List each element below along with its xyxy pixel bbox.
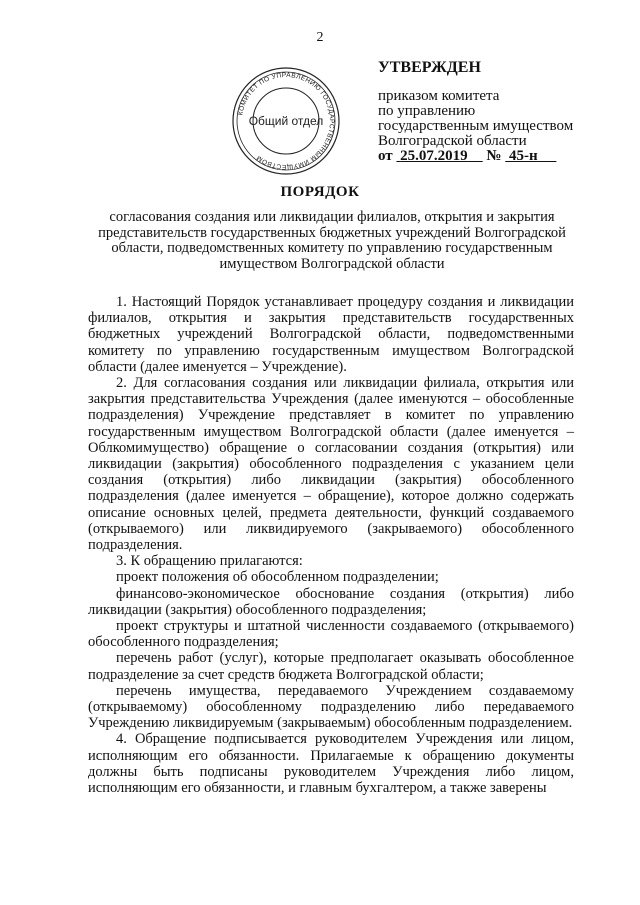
paragraph: 3. К обращению прилагаются: — [116, 553, 303, 570]
paragraph: 4. Обращение подписывается руководителем Учреждения или лицом, исполняющим его обязанности. Прилагаемые к обращению документы должны быть подписаны руководителем Учреждения либо лицом, исполняющим его обязанности, и главным бухгалтером, а также заверены — [88, 731, 574, 797]
paragraph: финансово-экономическое обоснование создания (открытия) либо ликвидации (закрытия) обособленного подразделения; — [88, 585, 574, 618]
stamp-center-text: Общий отдел — [248, 114, 324, 128]
approval-line: приказом комитета — [378, 88, 500, 104]
approval-line: по управлению — [378, 103, 476, 119]
page-number: 2 — [316, 30, 324, 45]
paragraph: проект структуры и штатной численности создаваемого (открываемого) обособленного подразделения; — [88, 618, 574, 651]
document-title: ПОРЯДОК — [280, 184, 360, 200]
office-stamp — [230, 65, 342, 177]
paragraph: проект положения об обособленном подразделении; — [116, 569, 439, 586]
approval-date-line — [378, 149, 608, 164]
approval-date: 25.07.2019 — [400, 148, 468, 164]
approval-line: Волгоградской области — [378, 133, 527, 149]
date-prefix: от — [378, 148, 393, 164]
paragraph: 2. Для согласования создания или ликвидации филиала, открытия или закрытия представительства Учреждения (далее именуются – обособленные подразделения) Учреждение представляет в комитет по управлению государственным имуществом Волгоградской области (далее именуется – Облкомимущество) обращение о согласовании создания (открытия) или ликвидации (закрытия) обособленного подразделения с указанием цели создания (открытия) либо ликвидации (закрытия) обособленного подразделения (далее именуется – обращение), которое должно содержать описание основных целей, предмета деятельности, функций создаваемого (открываемого) или ликвидируемого (закрываемого) обособленного подразделения. — [88, 375, 574, 554]
paragraph: перечень имущества, передаваемого Учреждением создаваемому (открываемому) обособленному подразделению либо передаваемого Учреждению ликвидируемым (закрываемым) обособленным подразделением. — [88, 682, 574, 732]
approval-heading: УТВЕРЖДЕН — [378, 59, 481, 76]
approval-line: государственным имуществом — [378, 118, 574, 134]
approval-block — [378, 60, 608, 164]
paragraph: перечень работ (услуг), которые предполагает оказывать обособленное подразделение за счет средств бюджета Волгоградской области; — [88, 650, 574, 683]
approval-number: 45-н — [509, 148, 538, 164]
document-body — [88, 294, 574, 796]
stamp-ring-text: КОМИТЕТ ПО УПРАВЛЕНИЮ ГОСУДАРСТВЕННЫМ ИМУЩЕСТВОМ — [237, 71, 336, 171]
document-subtitle: согласования создания или ликвидации филиалов, открытия и закрытия представительств государственных бюджетных учреждений Волгоградской области, подведомственных комитету по управлению государственным имуществом Волгоградской области — [98, 209, 566, 272]
number-prefix: № — [486, 148, 502, 164]
stamp-seal — [230, 65, 342, 177]
paragraph: 1. Настоящий Порядок устанавливает процедуру создания и ликвидации филиалов, открытия и закрытия представительств государственных бюджетных учреждений Волгоградской области, подведомственными комитету по управлению государственным имуществом Волгоградской области (далее именуется – Учреждение). — [88, 294, 574, 375]
